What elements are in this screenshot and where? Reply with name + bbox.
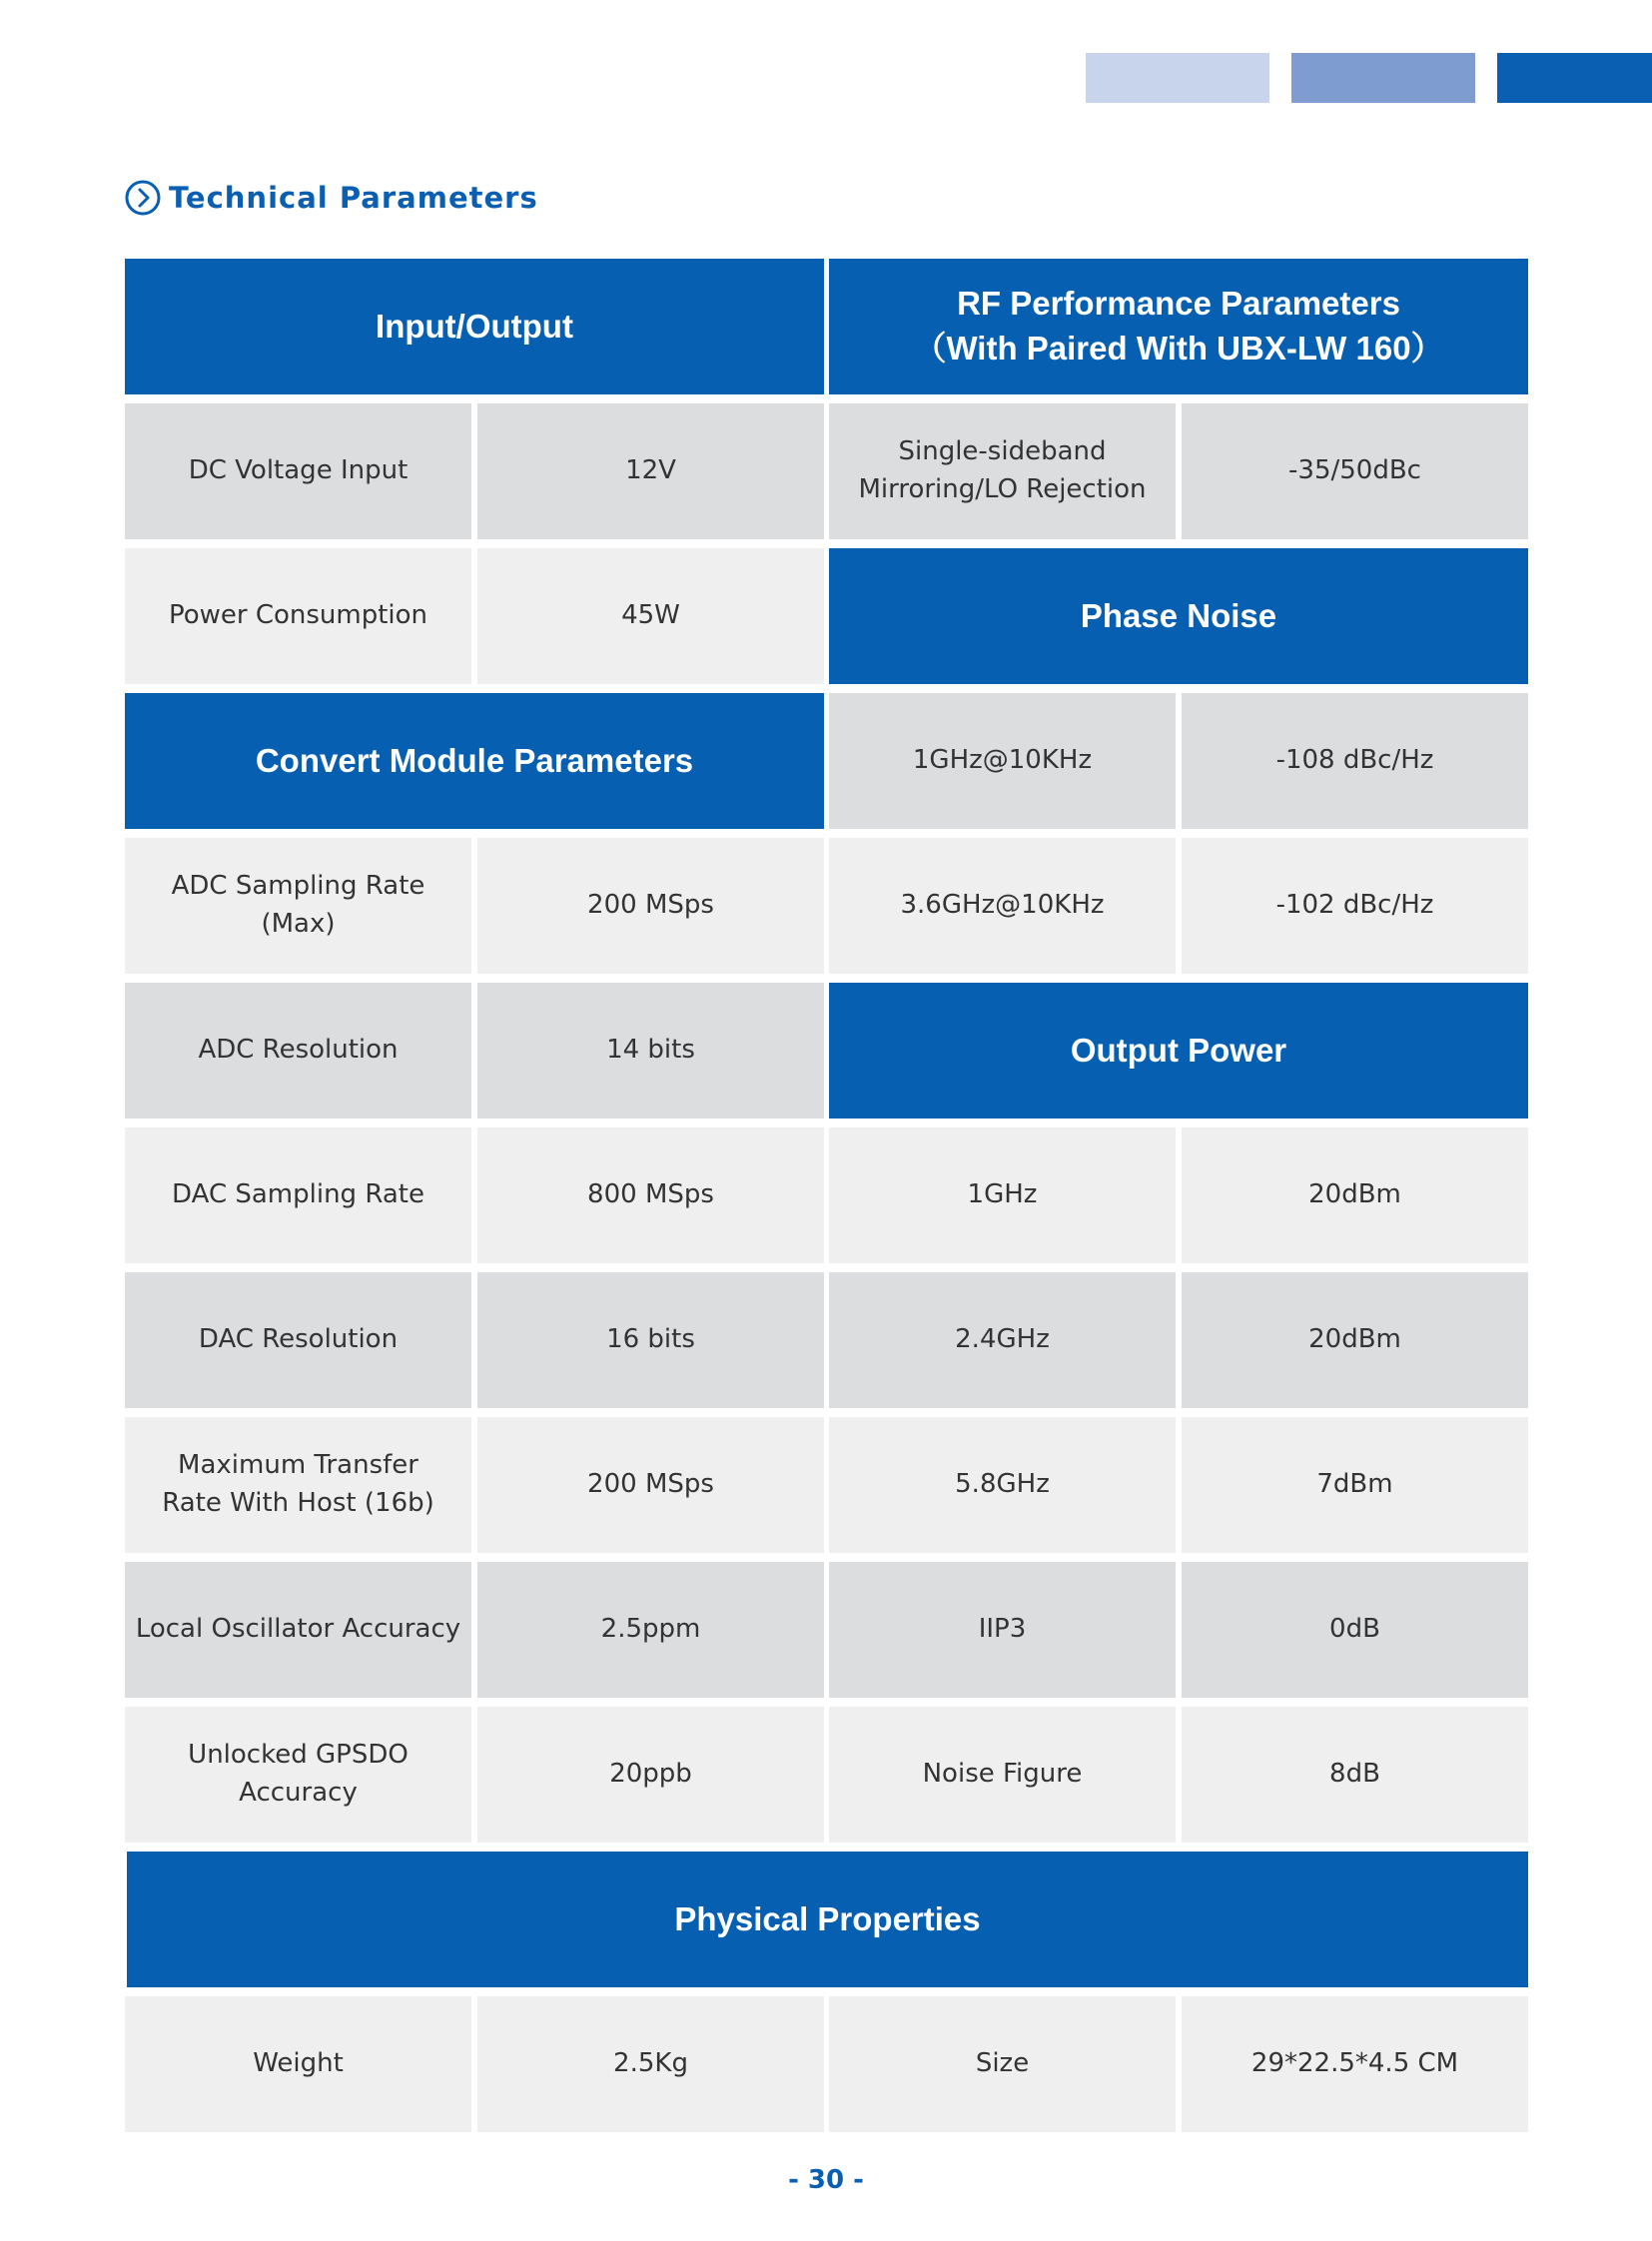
right-value-cell [1182, 1127, 1528, 1263]
physical-label: Weight [253, 2048, 344, 2079]
right-label: 1GHz [967, 1179, 1038, 1210]
left-value-cell [477, 548, 824, 684]
left-label: Power Consumption [168, 600, 428, 631]
section-title: Technical Parameters [169, 181, 538, 215]
left-value-cell [477, 1707, 824, 1843]
left-value-cell [477, 838, 824, 974]
left-value-cell [477, 1562, 824, 1698]
left-value: 16 bits [606, 1324, 695, 1355]
right-value-cell [1182, 838, 1528, 974]
right-value: -35/50dBc [1288, 455, 1421, 486]
left-label-cell [125, 1127, 471, 1263]
right-label-cell [829, 1272, 1176, 1408]
physical-value: 29*22.5*4.5 CM [1250, 2048, 1459, 2079]
right-value-cell [1182, 1417, 1528, 1553]
rf-performance-header [829, 259, 1528, 394]
left-value: 800 MSps [587, 1179, 714, 1210]
right-value-cell [1182, 1707, 1528, 1843]
physical-label-cell [829, 1996, 1176, 2132]
left-label: DAC Sampling Rate [172, 1179, 424, 1210]
right-label: 3.6GHz@10KHz [900, 890, 1105, 921]
left-label-cell [125, 403, 471, 539]
right-label: 5.8GHz [955, 1469, 1050, 1500]
physical-label: Size [975, 2048, 1030, 2079]
convert-module-header-text: Convert Module Parameters [255, 741, 694, 779]
left-value-cell [477, 403, 824, 539]
header-band-dark [1497, 53, 1652, 103]
physical-properties-header-text: Physical Properties [674, 1899, 981, 1937]
left-label-line1: Maximum Transfer [178, 1450, 418, 1481]
rf-header-line2: （With Paired With UBX-LW 160） [913, 330, 1444, 367]
left-value-cell [477, 1272, 824, 1408]
left-label-cell [125, 548, 471, 684]
left-label-cell [125, 1417, 471, 1553]
right-value: 20dBm [1308, 1179, 1401, 1210]
right-value-cell [1182, 1272, 1528, 1408]
header-band-mid [1291, 53, 1475, 103]
header-band-light [1086, 53, 1269, 103]
left-value-cell [477, 1417, 824, 1553]
right-value-cell [1182, 693, 1528, 829]
left-value: 2.5ppm [600, 1614, 701, 1645]
right-label: Noise Figure [922, 1759, 1083, 1790]
left-value: 12V [625, 455, 676, 486]
left-value: 200 MSps [587, 1469, 714, 1500]
right-label-cell [829, 693, 1176, 829]
right-label-cell [829, 403, 1176, 539]
convert-module-header [125, 693, 824, 829]
left-value: 200 MSps [587, 890, 714, 921]
physical-label-cell [125, 1996, 471, 2132]
right-value-cell [1182, 403, 1528, 539]
left-label: DC Voltage Input [188, 455, 409, 486]
left-value: 14 bits [606, 1035, 695, 1066]
right-label: 2.4GHz [955, 1324, 1050, 1355]
right-label-cell [829, 1127, 1176, 1263]
page-number: - 30 - [788, 2165, 864, 2195]
left-value-cell [477, 983, 824, 1119]
phase-noise-header-text: Phase Noise [1080, 596, 1277, 634]
right-label-cell [829, 1562, 1176, 1698]
physical-value-cell [1182, 1996, 1528, 2132]
right-label-cell [829, 1417, 1176, 1553]
right-value: 8dB [1329, 1759, 1380, 1790]
left-label: DAC Resolution [198, 1324, 399, 1355]
right-value: -102 dBc/Hz [1275, 890, 1434, 921]
right-label-cell [829, 838, 1176, 974]
right-value: -108 dBc/Hz [1275, 745, 1434, 776]
left-value-cell [477, 1127, 824, 1263]
left-label-cell [125, 1272, 471, 1408]
output-power-header [829, 983, 1528, 1119]
left-value: 45W [621, 600, 680, 631]
section-heading [125, 178, 538, 218]
phase-noise-header [829, 548, 1528, 684]
rf-header-line1: RF Performance Parameters [957, 285, 1400, 323]
left-label-cell [125, 983, 471, 1119]
right-label-line2: Mirroring/LO Rejection [858, 474, 1147, 504]
right-value: 20dBm [1308, 1324, 1401, 1355]
chevron-right-circle-icon [125, 180, 161, 216]
right-label-cell [829, 1707, 1176, 1843]
physical-value: 2.5Kg [613, 2048, 688, 2079]
right-value: 0dB [1329, 1614, 1380, 1645]
right-label-line1: Single-sideband [898, 436, 1107, 467]
left-label-cell [125, 1707, 471, 1843]
left-label: Local Oscillator Accuracy [135, 1614, 461, 1645]
right-value-cell [1182, 1562, 1528, 1698]
output-power-header-text: Output Power [1070, 1031, 1287, 1069]
left-label-cell [125, 838, 471, 974]
input-output-header-text: Input/Output [376, 307, 573, 345]
left-label: ADC Sampling Rate (Max) [171, 871, 425, 939]
right-label: IIP3 [978, 1614, 1027, 1645]
input-output-header [125, 259, 824, 394]
left-label: ADC Resolution [198, 1035, 399, 1066]
left-value: 20ppb [609, 1759, 692, 1790]
physical-properties-header [127, 1852, 1528, 1987]
physical-value-cell [477, 1996, 824, 2132]
right-label: 1GHz@10KHz [912, 745, 1093, 776]
left-label-line2: Rate With Host (16b) [162, 1488, 434, 1518]
right-value: 7dBm [1316, 1469, 1393, 1500]
left-label: Unlocked GPSDO Accuracy [188, 1740, 409, 1808]
left-label-cell [125, 1562, 471, 1698]
